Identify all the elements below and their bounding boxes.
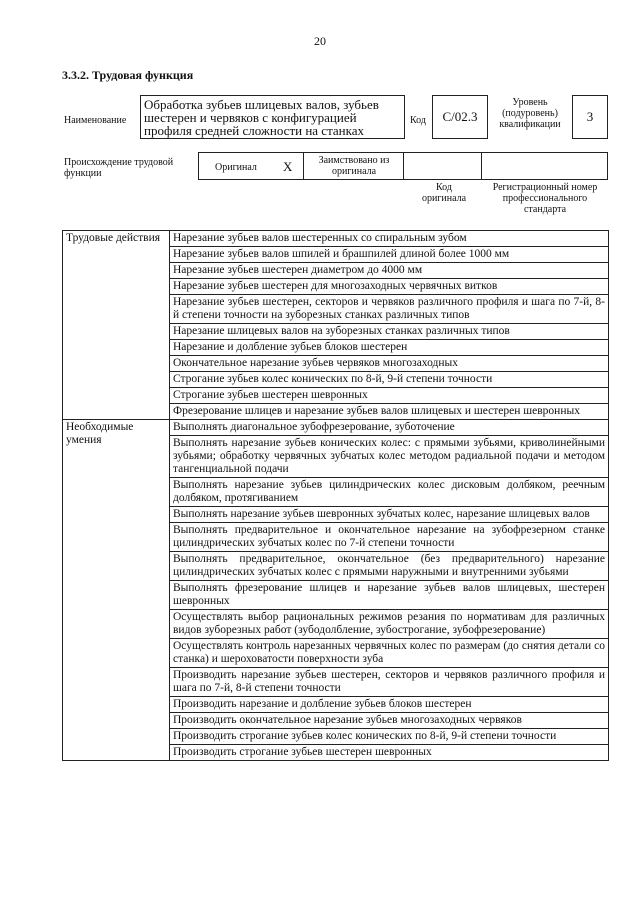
original-mark: X (283, 159, 293, 174)
origin-label: Происхождение трудовой функции (64, 157, 174, 179)
code-label: Код (410, 115, 426, 126)
table-cell: Нарезание и долбление зубьев блоков шестерен (170, 340, 609, 356)
divider (481, 153, 482, 179)
table-cell: Производить строгание зубьев колес конических по 8-й, 9-й степени точности (170, 729, 609, 745)
table-cell: Выполнять диагональное зубофрезерование, зуботочение (170, 420, 609, 436)
level-label: Уровень (подуровень) квалификации (499, 97, 561, 130)
table-cell: Осуществлять выбор рациональных режимов резания по нормативам для различных видов зуборезных работ (зубодолбление, зубострогание, зубофрезерование) (170, 610, 609, 639)
level-value: 3 (572, 95, 608, 139)
divider (303, 153, 304, 179)
table-cell: Выполнять предварительное и окончательное нарезание на зубофрезерном станке цилиндрических зубчатых колес по 7-й степени точности (170, 523, 609, 552)
table-cell: Строгание зубьев колес конических по 8-й, 9-й степени точности (170, 372, 609, 388)
table-cell: Производить нарезание зубьев шестерен, секторов и червяков различного профиля и шага по 7-й, 8-й степени точности (170, 668, 609, 697)
table-cell: Выполнять фрезерование шлицев и нарезание зубьев валов шлицевых, шестерен шевронных (170, 581, 609, 610)
table-cell: Выполнять нарезание зубьев шевронных зубчатых колес, нарезание шлицевых валов (170, 507, 609, 523)
table-row (63, 420, 609, 436)
section-title: 3.3.2. Трудовая функция (62, 68, 194, 82)
table-cell: Строгание зубьев шестерен шевронных (170, 388, 609, 404)
divider (403, 153, 404, 179)
borrowed-label: Заимствовано из оригинала (318, 155, 390, 177)
reg-caption: Регистрационный номер профессионального стандарта (492, 182, 598, 215)
table-cell: Нарезание зубьев шестерен, секторов и червяков различного профиля и шага по 7-й, 8-й степени точности на зуборезных станках различных типов (170, 295, 609, 324)
page-number: 20 (314, 34, 326, 48)
table-row (63, 231, 609, 247)
table-cell: Выполнять предварительное, окончательное (без предварительного) нарезание цилиндрических зубчатых колес с прямыми наружными и внутренними зубьями (170, 552, 609, 581)
table-cell: Производить окончательное нарезание зубьев многозаходных червяков (170, 713, 609, 729)
table-cell: Нарезание шлицевых валов на зуборезных станках различных типов (170, 324, 609, 340)
function-table (62, 230, 609, 761)
table-cell: Нарезание зубьев валов шпилей и брашпилей длиной более 1000 мм (170, 247, 609, 263)
table-cell: Окончательное нарезание зубьев червяков многозаходных (170, 356, 609, 372)
section-label: Трудовые действия (63, 231, 170, 420)
table-cell: Производить строгание зубьев шестерен шевронных (170, 745, 609, 761)
original-label: Оригинал (215, 162, 257, 173)
section-label: Необходимые умения (63, 420, 170, 761)
table-cell: Выполнять нарезание зубьев конических колес: с прямыми зубьями, криволинейными зубьями; обработку червячных зубчатых колес методом радиальной подачи и методом тангенциальной подачи (170, 436, 609, 478)
code-value: C/02.3 (432, 95, 488, 139)
table-cell: Фрезерование шлицев и нарезание зубьев валов шлицевых и шестерен шевронных (170, 404, 609, 420)
table-cell: Производить нарезание и долбление зубьев блоков шестерен (170, 697, 609, 713)
table-cell: Нарезание зубьев шестерен для многозаходных червячных витков (170, 279, 609, 295)
table-cell: Нарезание зубьев валов шестеренных со спиральным зубом (170, 231, 609, 247)
origin-table (198, 152, 608, 180)
table-cell: Нарезание зубьев шестерен диаметром до 4000 мм (170, 263, 609, 279)
table-cell: Выполнять нарезание зубьев цилиндрических колес дисковым долбяком, реечным долбяком, протягиванием (170, 478, 609, 507)
name-label: Наименование (64, 115, 127, 126)
name-value: Обработка зубьев шлицевых валов, зубьев шестерен и червяков с конфигурацией профиля средней сложности на станках (140, 95, 405, 139)
table-cell: Осуществлять контроль нарезанных червячных колес по размерам (до снятия детали со станка) и шероховатости поверхности зуба (170, 639, 609, 668)
code-caption: Код оригинала (421, 182, 467, 204)
